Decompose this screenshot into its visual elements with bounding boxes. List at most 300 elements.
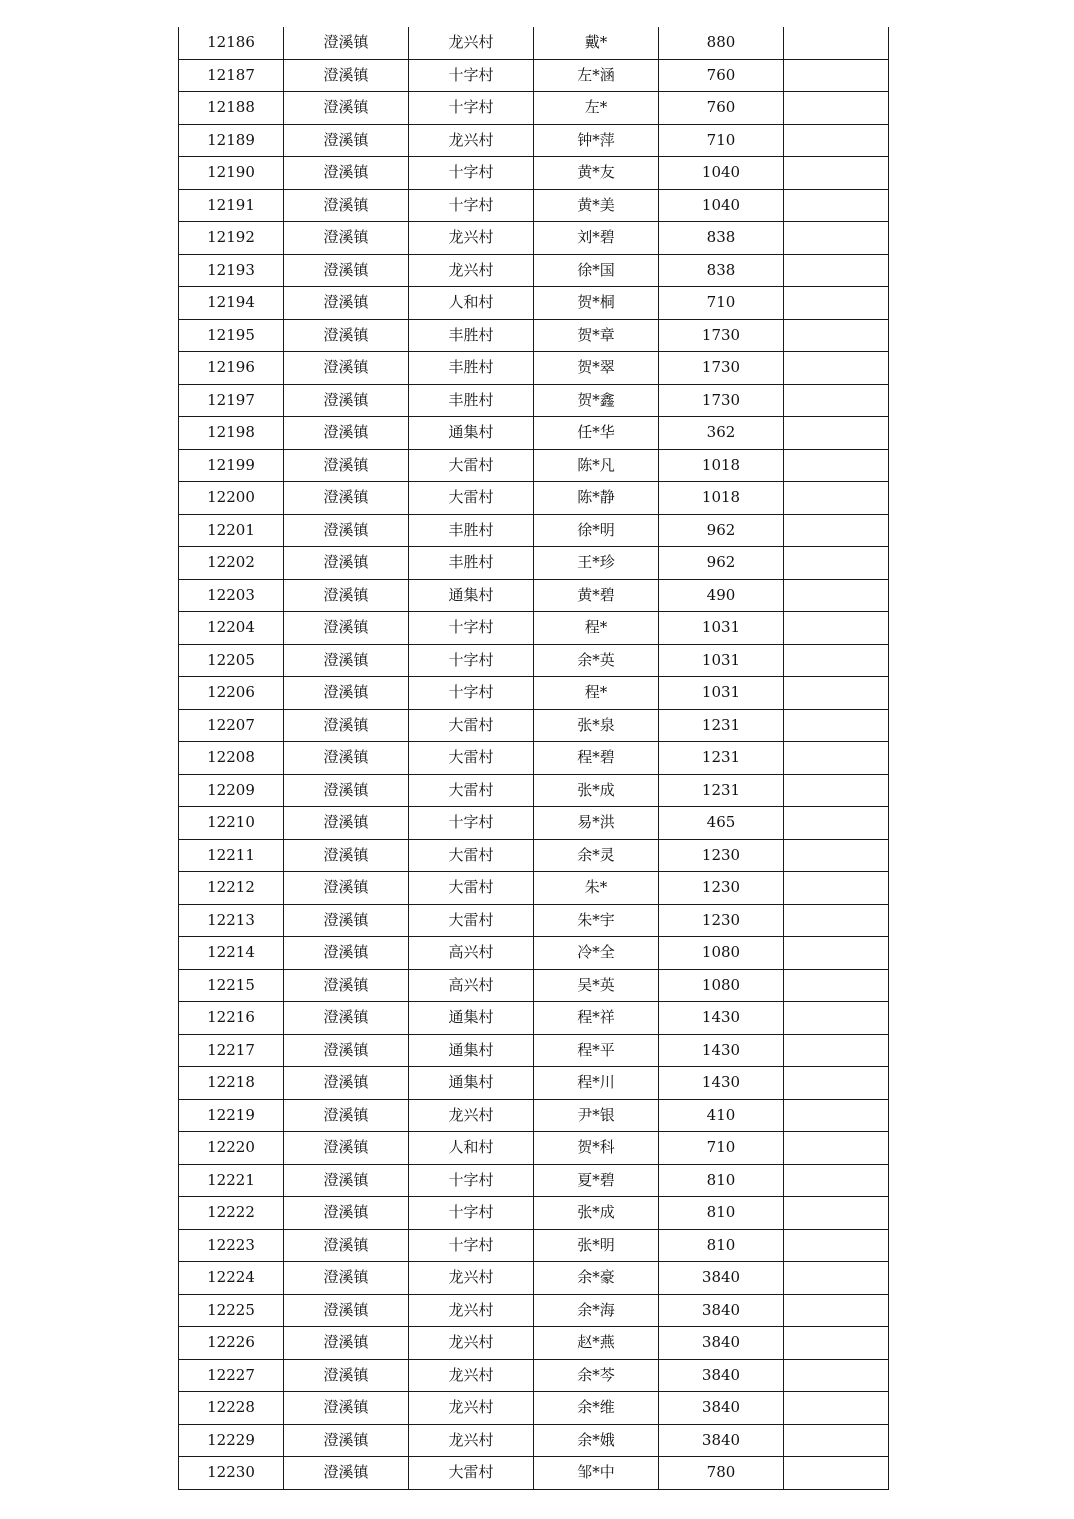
cell-note [784, 547, 889, 580]
cell-town: 澄溪镇 [284, 709, 409, 742]
cell-name: 张*成 [534, 774, 659, 807]
cell-id: 12210 [179, 807, 284, 840]
cell-id: 12203 [179, 579, 284, 612]
cell-amount: 1430 [659, 1002, 784, 1035]
table-row [179, 709, 889, 742]
table-row [179, 1067, 889, 1100]
table-row [179, 514, 889, 547]
cell-name: 黄*碧 [534, 579, 659, 612]
cell-note [784, 319, 889, 352]
cell-town: 澄溪镇 [284, 1034, 409, 1067]
cell-id: 12199 [179, 449, 284, 482]
cell-amount: 710 [659, 1132, 784, 1165]
cell-village: 高兴村 [409, 937, 534, 970]
cell-name: 戴* [534, 27, 659, 59]
cell-id: 12196 [179, 352, 284, 385]
cell-town: 澄溪镇 [284, 742, 409, 775]
cell-name: 黄*美 [534, 189, 659, 222]
cell-village: 龙兴村 [409, 254, 534, 287]
table-row [179, 969, 889, 1002]
cell-village: 大雷村 [409, 449, 534, 482]
cell-name: 贺*科 [534, 1132, 659, 1165]
cell-town: 澄溪镇 [284, 644, 409, 677]
cell-town: 澄溪镇 [284, 612, 409, 645]
cell-name: 余*豪 [534, 1262, 659, 1295]
cell-amount: 1231 [659, 774, 784, 807]
cell-note [784, 189, 889, 222]
cell-note [784, 969, 889, 1002]
cell-name: 贺*章 [534, 319, 659, 352]
cell-note [784, 1294, 889, 1327]
table-row [179, 449, 889, 482]
cell-village: 大雷村 [409, 709, 534, 742]
table-row [179, 384, 889, 417]
cell-note [784, 1002, 889, 1035]
table-row [179, 287, 889, 320]
cell-amount: 1031 [659, 677, 784, 710]
table-row [179, 774, 889, 807]
cell-amount: 3840 [659, 1294, 784, 1327]
cell-town: 澄溪镇 [284, 872, 409, 905]
cell-town: 澄溪镇 [284, 1067, 409, 1100]
cell-name: 朱* [534, 872, 659, 905]
cell-amount: 362 [659, 417, 784, 450]
cell-note [784, 612, 889, 645]
cell-amount: 1430 [659, 1067, 784, 1100]
table-row [179, 644, 889, 677]
cell-name: 余*英 [534, 644, 659, 677]
table-row [179, 1327, 889, 1360]
cell-name: 徐*明 [534, 514, 659, 547]
cell-town: 澄溪镇 [284, 579, 409, 612]
cell-village: 十字村 [409, 189, 534, 222]
table-row [179, 1164, 889, 1197]
cell-note [784, 514, 889, 547]
table-row [179, 1359, 889, 1392]
cell-name: 黄*友 [534, 157, 659, 190]
cell-village: 龙兴村 [409, 1359, 534, 1392]
cell-note [784, 1424, 889, 1457]
cell-town: 澄溪镇 [284, 417, 409, 450]
cell-name: 朱*宇 [534, 904, 659, 937]
cell-town: 澄溪镇 [284, 937, 409, 970]
cell-note [784, 579, 889, 612]
table-row [179, 677, 889, 710]
cell-id: 12219 [179, 1099, 284, 1132]
cell-id: 12190 [179, 157, 284, 190]
cell-name: 余*海 [534, 1294, 659, 1327]
cell-amount: 465 [659, 807, 784, 840]
cell-town: 澄溪镇 [284, 1424, 409, 1457]
table-row [179, 904, 889, 937]
cell-name: 张*明 [534, 1229, 659, 1262]
cell-town: 澄溪镇 [284, 92, 409, 125]
cell-name: 易*洪 [534, 807, 659, 840]
cell-village: 大雷村 [409, 774, 534, 807]
cell-id: 12216 [179, 1002, 284, 1035]
cell-name: 余*维 [534, 1392, 659, 1425]
cell-amount: 780 [659, 1457, 784, 1490]
cell-town: 澄溪镇 [284, 969, 409, 1002]
cell-amount: 1730 [659, 352, 784, 385]
cell-town: 澄溪镇 [284, 1327, 409, 1360]
cell-village: 大雷村 [409, 872, 534, 905]
cell-amount: 1231 [659, 709, 784, 742]
cell-amount: 810 [659, 1164, 784, 1197]
cell-town: 澄溪镇 [284, 1099, 409, 1132]
cell-town: 澄溪镇 [284, 839, 409, 872]
cell-id: 12201 [179, 514, 284, 547]
cell-id: 12227 [179, 1359, 284, 1392]
cell-id: 12197 [179, 384, 284, 417]
table-row [179, 482, 889, 515]
cell-village: 十字村 [409, 59, 534, 92]
table-row [179, 1294, 889, 1327]
cell-town: 澄溪镇 [284, 1002, 409, 1035]
cell-id: 12200 [179, 482, 284, 515]
cell-id: 12194 [179, 287, 284, 320]
cell-village: 大雷村 [409, 482, 534, 515]
cell-town: 澄溪镇 [284, 807, 409, 840]
cell-town: 澄溪镇 [284, 774, 409, 807]
cell-village: 十字村 [409, 1164, 534, 1197]
cell-id: 12189 [179, 124, 284, 157]
cell-note [784, 287, 889, 320]
table-row [179, 189, 889, 222]
cell-id: 12211 [179, 839, 284, 872]
cell-town: 澄溪镇 [284, 1294, 409, 1327]
table-row [179, 1262, 889, 1295]
table-row [179, 254, 889, 287]
cell-name: 尹*银 [534, 1099, 659, 1132]
cell-village: 大雷村 [409, 839, 534, 872]
cell-village: 龙兴村 [409, 1294, 534, 1327]
cell-note [784, 1132, 889, 1165]
cell-id: 12212 [179, 872, 284, 905]
cell-town: 澄溪镇 [284, 1229, 409, 1262]
table-row [179, 1132, 889, 1165]
cell-village: 丰胜村 [409, 319, 534, 352]
cell-amount: 1031 [659, 612, 784, 645]
cell-town: 澄溪镇 [284, 59, 409, 92]
cell-name: 贺*鑫 [534, 384, 659, 417]
cell-town: 澄溪镇 [284, 157, 409, 190]
cell-amount: 880 [659, 27, 784, 59]
cell-note [784, 384, 889, 417]
cell-id: 12198 [179, 417, 284, 450]
cell-id: 12230 [179, 1457, 284, 1490]
cell-town: 澄溪镇 [284, 124, 409, 157]
cell-village: 十字村 [409, 644, 534, 677]
cell-name: 贺*翠 [534, 352, 659, 385]
cell-amount: 810 [659, 1229, 784, 1262]
cell-amount: 3840 [659, 1262, 784, 1295]
cell-amount: 1730 [659, 384, 784, 417]
cell-name: 陈*凡 [534, 449, 659, 482]
cell-id: 12215 [179, 969, 284, 1002]
cell-village: 龙兴村 [409, 1262, 534, 1295]
cell-amount: 1231 [659, 742, 784, 775]
cell-amount: 1040 [659, 189, 784, 222]
cell-village: 人和村 [409, 1132, 534, 1165]
cell-amount: 3840 [659, 1392, 784, 1425]
cell-amount: 1040 [659, 157, 784, 190]
cell-id: 12187 [179, 59, 284, 92]
cell-note [784, 449, 889, 482]
cell-id: 12205 [179, 644, 284, 677]
cell-name: 钟*萍 [534, 124, 659, 157]
cell-town: 澄溪镇 [284, 677, 409, 710]
cell-village: 龙兴村 [409, 27, 534, 59]
cell-name: 任*华 [534, 417, 659, 450]
cell-town: 澄溪镇 [284, 254, 409, 287]
cell-town: 澄溪镇 [284, 1132, 409, 1165]
cell-id: 12223 [179, 1229, 284, 1262]
table-row [179, 1099, 889, 1132]
cell-amount: 1031 [659, 644, 784, 677]
cell-town: 澄溪镇 [284, 384, 409, 417]
cell-note [784, 872, 889, 905]
cell-amount: 710 [659, 124, 784, 157]
cell-id: 12218 [179, 1067, 284, 1100]
cell-note [784, 157, 889, 190]
cell-village: 丰胜村 [409, 514, 534, 547]
cell-id: 12191 [179, 189, 284, 222]
cell-village: 龙兴村 [409, 1099, 534, 1132]
cell-amount: 962 [659, 547, 784, 580]
cell-id: 12188 [179, 92, 284, 125]
table-row [179, 92, 889, 125]
cell-amount: 1430 [659, 1034, 784, 1067]
table-row [179, 839, 889, 872]
table-row [179, 1392, 889, 1425]
cell-note [784, 1457, 889, 1490]
cell-note [784, 1392, 889, 1425]
cell-name: 贺*桐 [534, 287, 659, 320]
cell-name: 邹*中 [534, 1457, 659, 1490]
cell-name: 余*娥 [534, 1424, 659, 1457]
cell-id: 12220 [179, 1132, 284, 1165]
cell-village: 通集村 [409, 1002, 534, 1035]
cell-id: 12208 [179, 742, 284, 775]
cell-village: 十字村 [409, 1229, 534, 1262]
cell-note [784, 1327, 889, 1360]
cell-name: 徐*国 [534, 254, 659, 287]
cell-village: 大雷村 [409, 742, 534, 775]
cell-town: 澄溪镇 [284, 547, 409, 580]
cell-note [784, 644, 889, 677]
cell-amount: 1230 [659, 904, 784, 937]
cell-amount: 1018 [659, 449, 784, 482]
cell-amount: 1080 [659, 969, 784, 1002]
table-row [179, 1002, 889, 1035]
cell-amount: 3840 [659, 1424, 784, 1457]
cell-town: 澄溪镇 [284, 352, 409, 385]
cell-name: 陈*静 [534, 482, 659, 515]
cell-village: 通集村 [409, 1034, 534, 1067]
cell-amount: 760 [659, 92, 784, 125]
cell-village: 龙兴村 [409, 222, 534, 255]
cell-id: 12186 [179, 27, 284, 59]
cell-note [784, 1262, 889, 1295]
cell-id: 12224 [179, 1262, 284, 1295]
cell-id: 12209 [179, 774, 284, 807]
cell-name: 王*珍 [534, 547, 659, 580]
cell-id: 12204 [179, 612, 284, 645]
cell-town: 澄溪镇 [284, 514, 409, 547]
cell-village: 龙兴村 [409, 1327, 534, 1360]
table-row [179, 417, 889, 450]
cell-town: 澄溪镇 [284, 1457, 409, 1490]
table-row [179, 222, 889, 255]
cell-amount: 838 [659, 222, 784, 255]
cell-town: 澄溪镇 [284, 904, 409, 937]
cell-amount: 1080 [659, 937, 784, 970]
cell-note [784, 1164, 889, 1197]
cell-name: 赵*燕 [534, 1327, 659, 1360]
cell-id: 12195 [179, 319, 284, 352]
cell-amount: 1018 [659, 482, 784, 515]
table-row [179, 937, 889, 970]
cell-note [784, 92, 889, 125]
cell-amount: 1730 [659, 319, 784, 352]
cell-note [784, 482, 889, 515]
cell-amount: 1230 [659, 839, 784, 872]
table-row [179, 1424, 889, 1457]
table-row [179, 1034, 889, 1067]
cell-village: 大雷村 [409, 904, 534, 937]
records-table-body [179, 27, 889, 1489]
cell-name: 张*成 [534, 1197, 659, 1230]
cell-note [784, 774, 889, 807]
cell-id: 12214 [179, 937, 284, 970]
table-row [179, 742, 889, 775]
cell-village: 龙兴村 [409, 124, 534, 157]
cell-note [784, 27, 889, 59]
cell-note [784, 124, 889, 157]
cell-name: 刘*碧 [534, 222, 659, 255]
cell-town: 澄溪镇 [284, 189, 409, 222]
cell-note [784, 1229, 889, 1262]
cell-note [784, 677, 889, 710]
cell-amount: 410 [659, 1099, 784, 1132]
cell-village: 高兴村 [409, 969, 534, 1002]
cell-amount: 710 [659, 287, 784, 320]
cell-town: 澄溪镇 [284, 1392, 409, 1425]
cell-town: 澄溪镇 [284, 27, 409, 59]
cell-village: 十字村 [409, 612, 534, 645]
cell-amount: 838 [659, 254, 784, 287]
cell-village: 龙兴村 [409, 1392, 534, 1425]
cell-amount: 962 [659, 514, 784, 547]
cell-id: 12225 [179, 1294, 284, 1327]
records-table [178, 27, 889, 1490]
cell-note [784, 352, 889, 385]
cell-id: 12229 [179, 1424, 284, 1457]
table-row [179, 59, 889, 92]
cell-town: 澄溪镇 [284, 1164, 409, 1197]
table-row [179, 807, 889, 840]
cell-name: 程* [534, 677, 659, 710]
cell-note [784, 839, 889, 872]
cell-amount: 810 [659, 1197, 784, 1230]
cell-town: 澄溪镇 [284, 449, 409, 482]
cell-name: 程*川 [534, 1067, 659, 1100]
cell-id: 12193 [179, 254, 284, 287]
cell-id: 12213 [179, 904, 284, 937]
cell-amount: 3840 [659, 1327, 784, 1360]
cell-town: 澄溪镇 [284, 1359, 409, 1392]
cell-note [784, 937, 889, 970]
cell-village: 十字村 [409, 677, 534, 710]
cell-amount: 1230 [659, 872, 784, 905]
table-row [179, 157, 889, 190]
cell-town: 澄溪镇 [284, 222, 409, 255]
cell-note [784, 1359, 889, 1392]
table-row [179, 547, 889, 580]
cell-note [784, 222, 889, 255]
cell-town: 澄溪镇 [284, 319, 409, 352]
cell-name: 左* [534, 92, 659, 125]
cell-village: 通集村 [409, 417, 534, 450]
cell-town: 澄溪镇 [284, 1197, 409, 1230]
table-row [179, 27, 889, 59]
cell-name: 余*芩 [534, 1359, 659, 1392]
cell-village: 十字村 [409, 1197, 534, 1230]
cell-village: 丰胜村 [409, 547, 534, 580]
cell-name: 左*涵 [534, 59, 659, 92]
table-row [179, 1229, 889, 1262]
table-row [179, 1197, 889, 1230]
cell-village: 通集村 [409, 579, 534, 612]
cell-id: 12222 [179, 1197, 284, 1230]
cell-village: 十字村 [409, 92, 534, 125]
cell-id: 12226 [179, 1327, 284, 1360]
cell-village: 龙兴村 [409, 1424, 534, 1457]
cell-village: 十字村 [409, 807, 534, 840]
cell-id: 12207 [179, 709, 284, 742]
cell-village: 通集村 [409, 1067, 534, 1100]
cell-village: 丰胜村 [409, 384, 534, 417]
cell-id: 12217 [179, 1034, 284, 1067]
cell-name: 程*祥 [534, 1002, 659, 1035]
cell-name: 冷*全 [534, 937, 659, 970]
table-row [179, 352, 889, 385]
table-row [179, 872, 889, 905]
cell-name: 吴*英 [534, 969, 659, 1002]
cell-name: 程*平 [534, 1034, 659, 1067]
cell-village: 丰胜村 [409, 352, 534, 385]
cell-note [784, 1099, 889, 1132]
cell-amount: 490 [659, 579, 784, 612]
cell-note [784, 1197, 889, 1230]
cell-note [784, 417, 889, 450]
table-row [179, 579, 889, 612]
cell-id: 12192 [179, 222, 284, 255]
cell-note [784, 904, 889, 937]
cell-village: 十字村 [409, 157, 534, 190]
cell-town: 澄溪镇 [284, 482, 409, 515]
cell-note [784, 742, 889, 775]
cell-name: 夏*碧 [534, 1164, 659, 1197]
cell-note [784, 254, 889, 287]
cell-village: 大雷村 [409, 1457, 534, 1490]
cell-note [784, 1034, 889, 1067]
table-row [179, 612, 889, 645]
cell-name: 张*泉 [534, 709, 659, 742]
cell-note [784, 807, 889, 840]
cell-amount: 3840 [659, 1359, 784, 1392]
